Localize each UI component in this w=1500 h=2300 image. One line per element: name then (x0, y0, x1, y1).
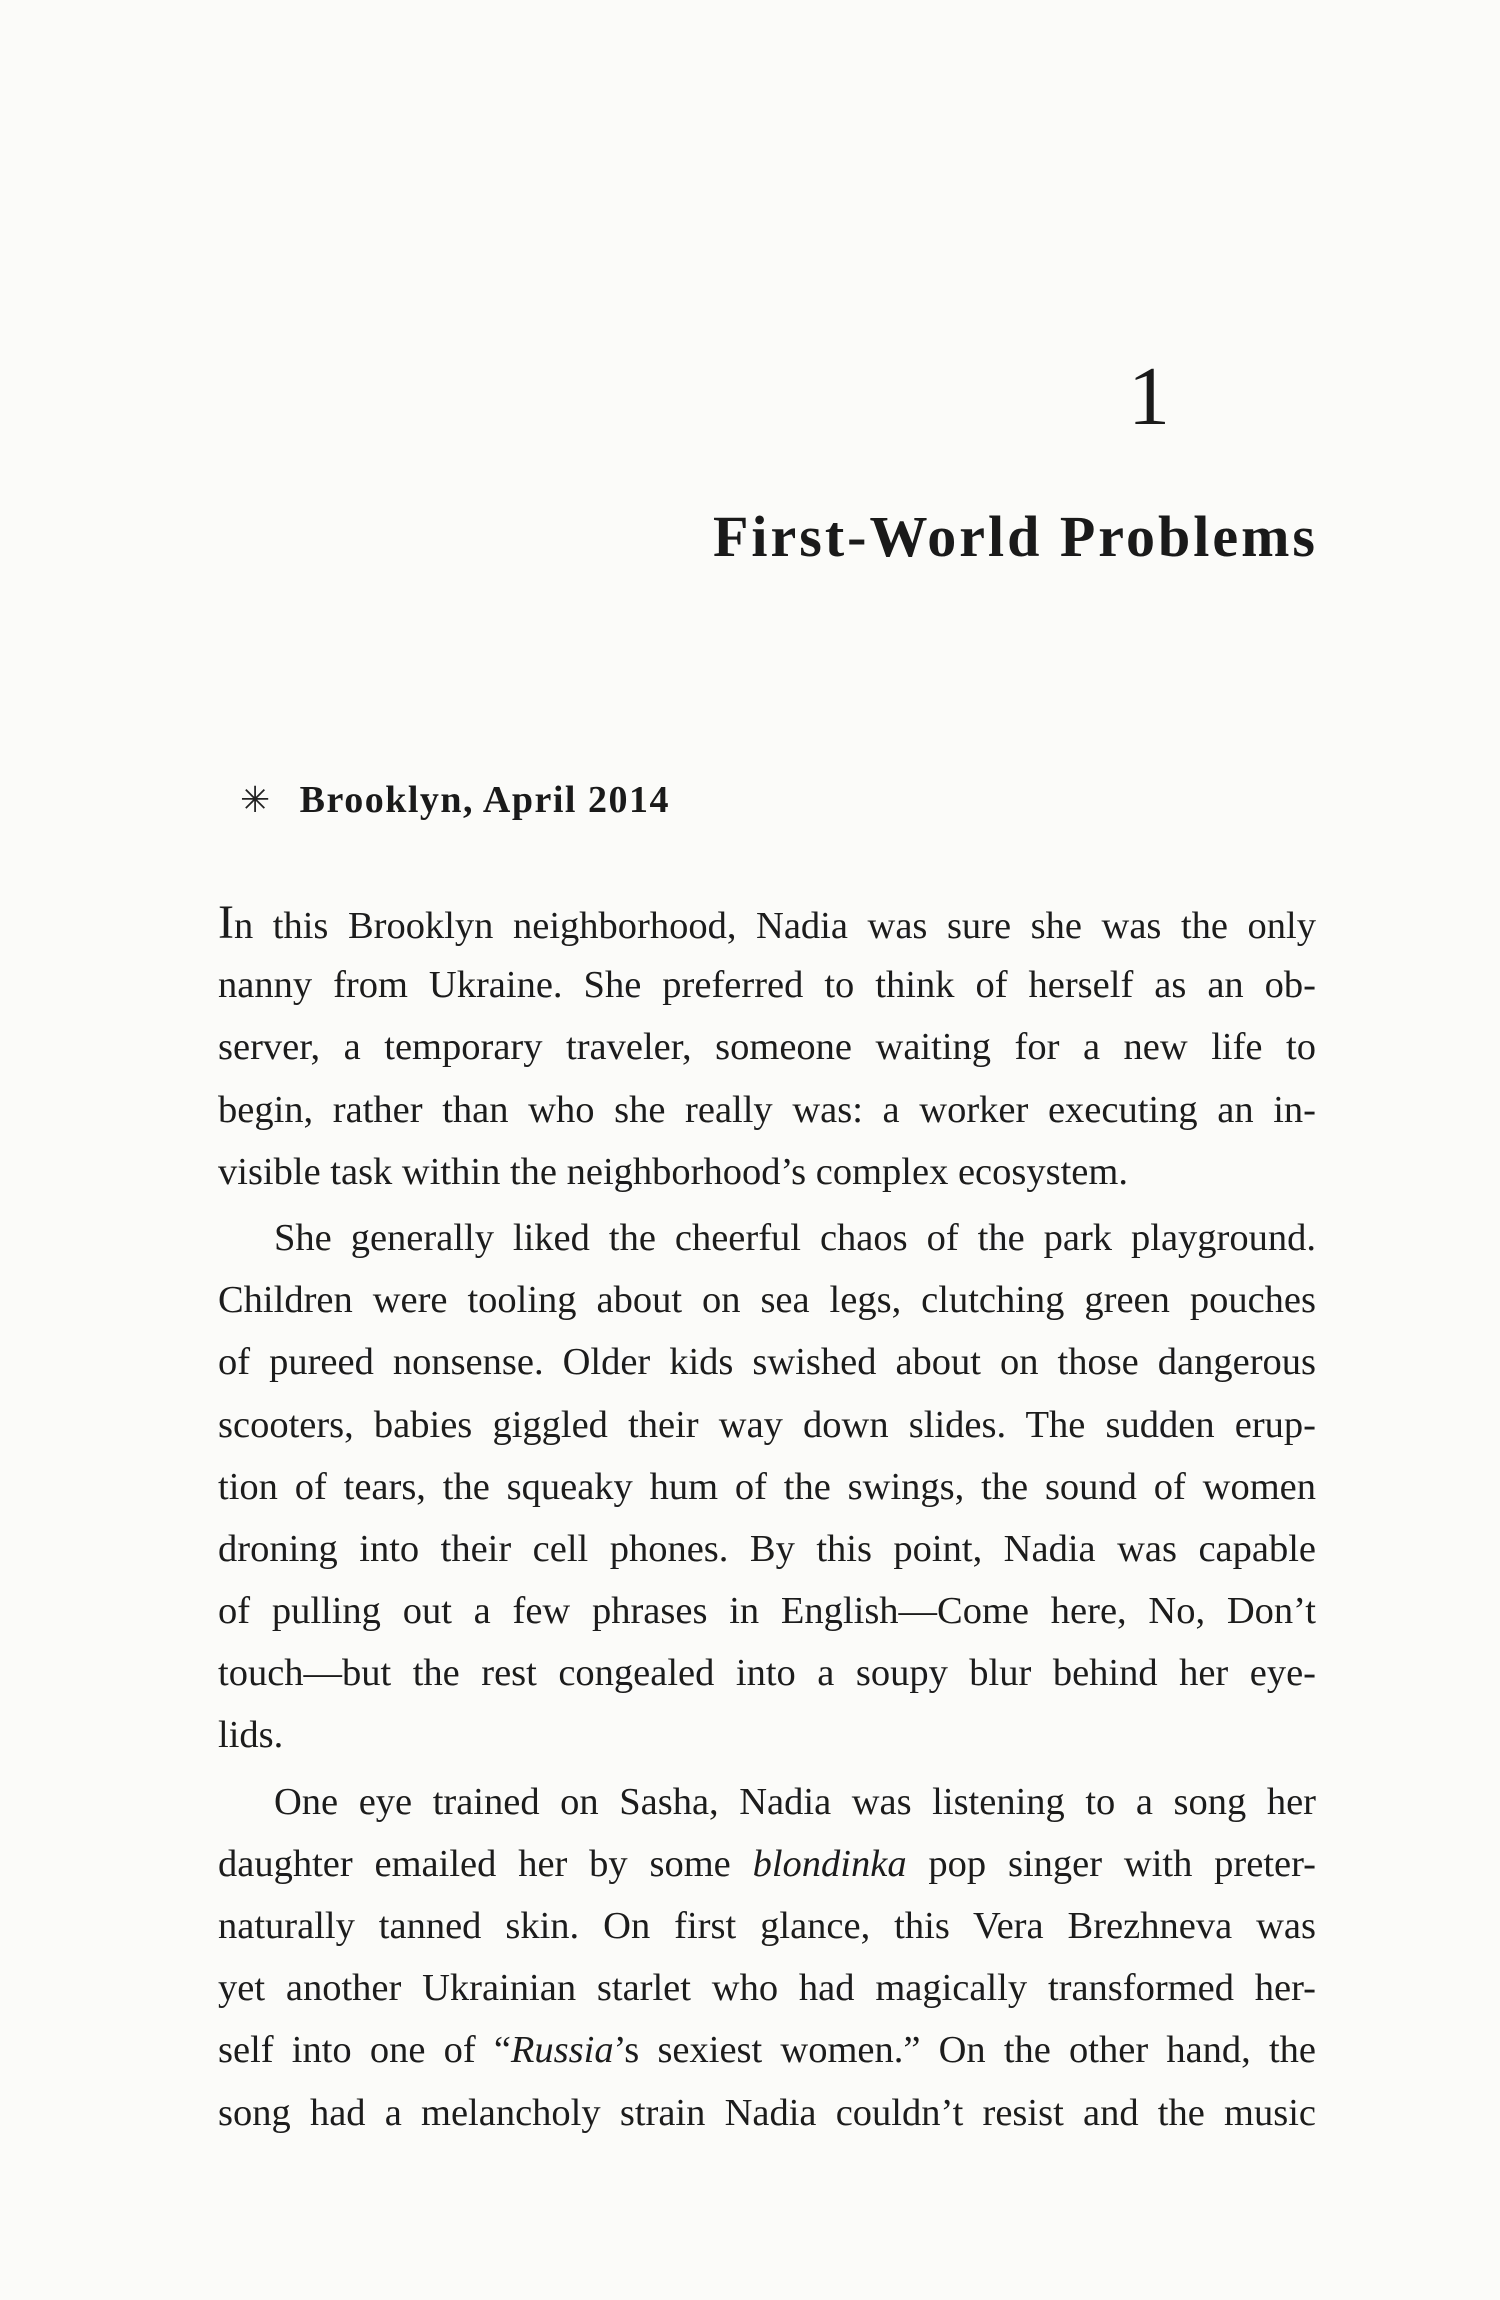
paragraph-3 (218, 1771, 1316, 2144)
text-line: scooters, babies giggled their way down slides. The sudden erup- (218, 1403, 1316, 1446)
chapter-number: 1 (1128, 350, 1170, 443)
text-line: naturally tanned skin. On first glance, this Vera Brezhneva was (218, 1905, 1316, 1947)
text-line: droning into their cell phones. By this point, Nadia was capable (218, 1527, 1316, 1570)
text-line: In this Brooklyn neighborhood, Nadia was sure she was the only (218, 896, 1316, 949)
text-line: daughter emailed her by some blondinka pop singer with preter- (218, 1842, 1316, 1885)
body-text (218, 892, 1316, 2144)
text-line: of pulling out a few phrases in English—Come here, No, Don’t (218, 1590, 1316, 1633)
text-line: Children were tooling about on sea legs, clutching green pouches (218, 1279, 1316, 1322)
text-line: self into one of “Russia’s sexiest women.” On the other hand, the (218, 2029, 1316, 2072)
text-line: She generally liked the cheerful chaos of the park playground. (274, 1216, 1316, 1259)
section-heading-text: Brooklyn, April 2014 (299, 779, 670, 821)
paragraph-2 (218, 1207, 1316, 1767)
section-heading (240, 778, 670, 822)
text-line: One eye trained on Sasha, Nadia was listening to a song her (274, 1780, 1316, 1823)
text-line: yet another Ukrainian starlet who had magically transformed her- (218, 1967, 1316, 2010)
text-line: lids. (218, 1714, 284, 1757)
text-line: song had a melancholy strain Nadia couldn’t resist and the music (218, 2091, 1316, 2134)
text-line: touch—but the rest congealed into a soupy blur behind her eye- (218, 1652, 1316, 1695)
text-line: nanny from Ukraine. She preferred to think of herself as an ob- (218, 964, 1316, 1007)
text-line: tion of tears, the squeaky hum of the swings, the sound of women (218, 1465, 1316, 1508)
text-line: server, a temporary traveler, someone waiting for a new life to (218, 1026, 1316, 1069)
text-line: begin, rather than who she really was: a worker executing an in- (218, 1088, 1316, 1131)
text-line: visible task within the neighborhood’s complex ecosystem. (218, 1150, 1128, 1193)
chapter-title: First-World Problems (712, 504, 1318, 569)
asterisk-ornament-icon: ✳ (240, 779, 272, 821)
paragraph-1 (218, 892, 1316, 1203)
text-line: of pureed nonsense. Older kids swished about on those dangerous (218, 1341, 1316, 1384)
